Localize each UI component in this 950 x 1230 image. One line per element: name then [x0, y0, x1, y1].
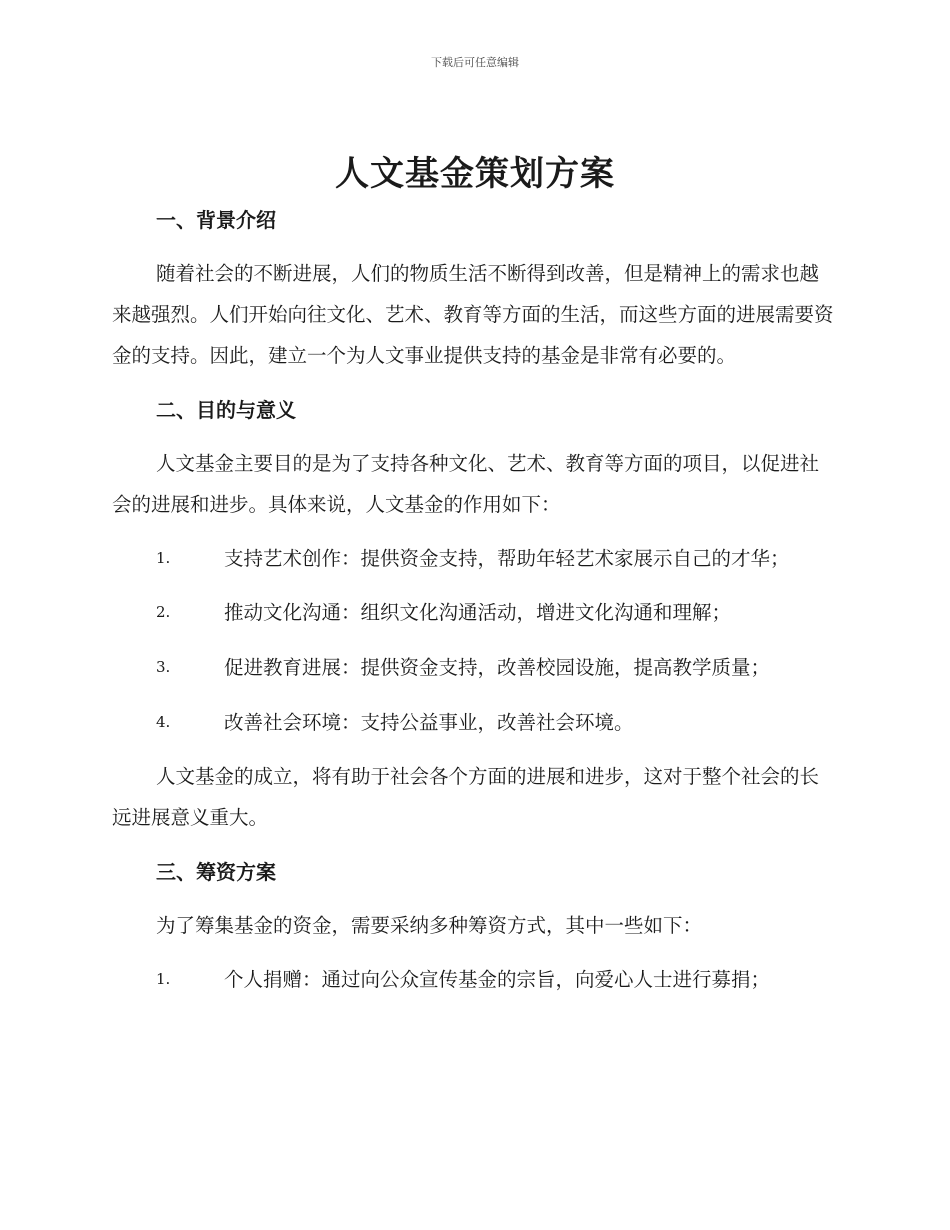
list-item-number: 1.: [156, 970, 171, 988]
list-item: [112, 647, 836, 688]
list-item-number: 2.: [156, 603, 171, 621]
list-item-text: 支持艺术创作：提供资金支持，帮助年轻艺术家展示自己的才华；: [224, 547, 790, 570]
fundraising-list: [112, 959, 836, 1000]
purpose-intro-paragraph: 人文基金主要目的是为了支持各种文化、艺术、教育等方面的项目，以促进社会的进展和进步。具体来说，人文基金的作用如下：: [112, 452, 820, 516]
list-item: [112, 959, 836, 1000]
list-item-text: 促进教育进展：提供资金支持，改善校园设施，提高教学质量；: [224, 656, 771, 679]
header-note: 下载后可任意编辑: [431, 56, 519, 69]
section-heading-background: 一、背景介绍: [156, 208, 276, 232]
document-title: 人文基金策划方案: [335, 154, 615, 194]
list-item: [112, 592, 836, 633]
section-heading-purpose: 二、目的与意义: [156, 398, 296, 422]
purpose-list: [112, 538, 836, 743]
list-item-text: 推动文化沟通：组织文化沟通活动，增进文化沟通和理解；: [224, 601, 732, 624]
list-item: [112, 702, 836, 743]
list-item-text: 改善社会环境：支持公益事业，改善社会环境。: [224, 711, 634, 734]
document-body: [112, 200, 836, 1000]
fundraising-intro-paragraph: 为了筹集基金的资金，需要采纳多种筹资方式，其中一些如下：: [156, 914, 703, 937]
section-heading-fundraising: 三、筹资方案: [156, 860, 276, 884]
list-item-number: 1.: [156, 549, 171, 567]
list-item-number: 4.: [156, 713, 171, 731]
list-item: [112, 538, 836, 579]
background-paragraph: 随着社会的不断进展，人们的物质生活不断得到改善，但是精神上的需求也越来越强烈。人们开始向往文化、艺术、教育等方面的生活，而这些方面的进展需要资金的支持。因此，建立一个为人文事业提供支持的基金是非常有必要的。: [112, 262, 834, 367]
purpose-conclusion-paragraph: 人文基金的成立，将有助于社会各个方面的进展和进步，这对于整个社会的长远进展意义重大。: [112, 765, 820, 829]
list-item-number: 3.: [156, 658, 171, 676]
list-item-text: 个人捐赠：通过向公众宣传基金的宗旨，向爱心人士进行募捐；: [224, 968, 771, 991]
